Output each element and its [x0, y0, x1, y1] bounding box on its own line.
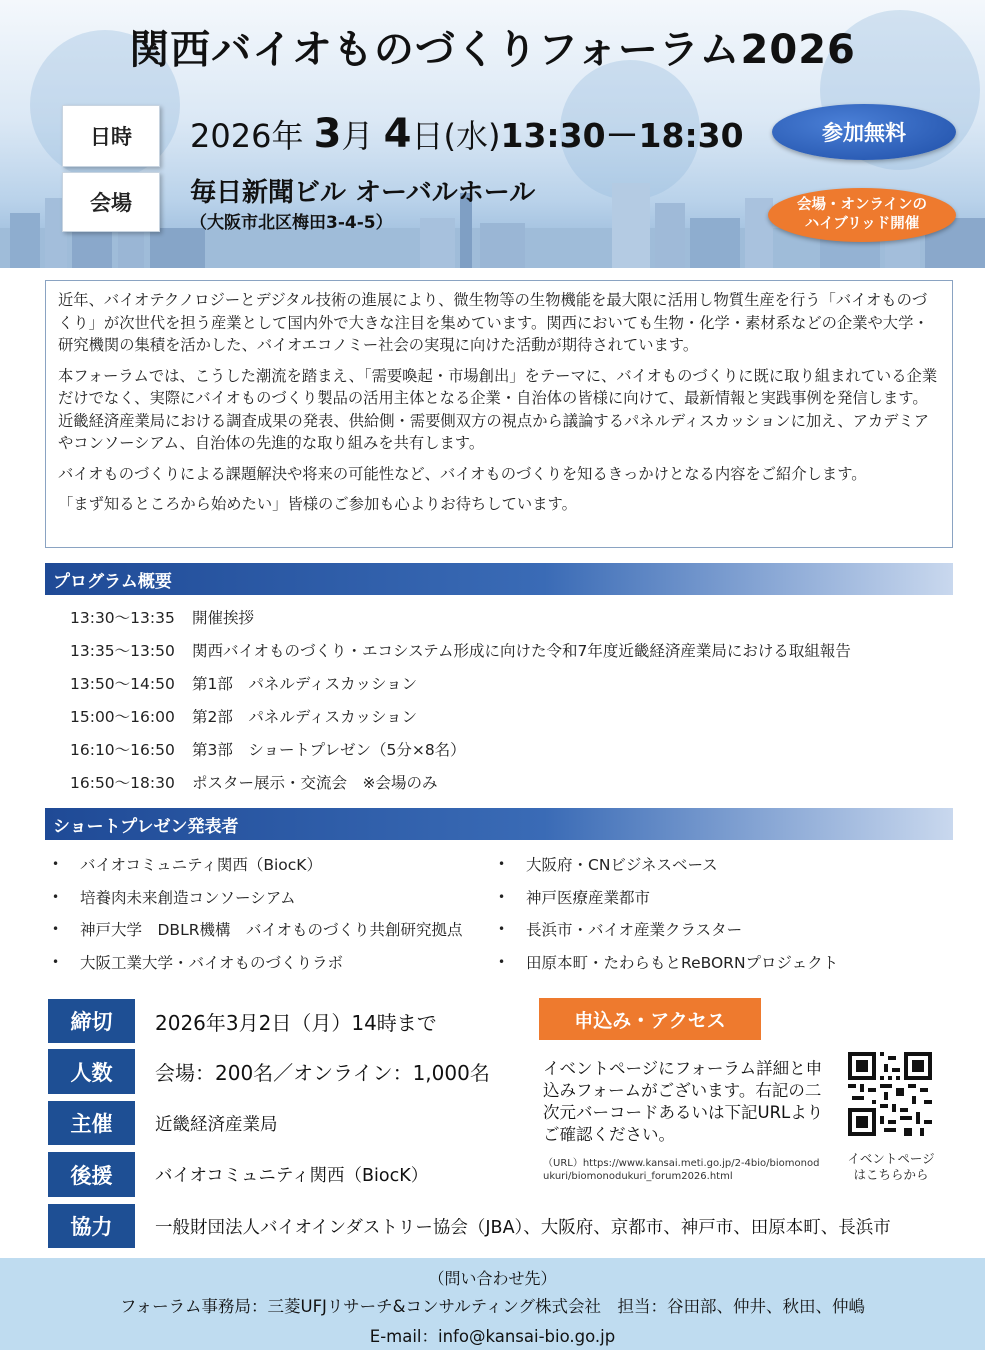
- program-title: 第1部 パネルディスカッション: [192, 674, 418, 693]
- presenter-item: [52, 946, 492, 979]
- bullet-icon: •: [52, 954, 60, 969]
- program-title: ポスター展示・交流会 ※会場のみ: [192, 773, 438, 792]
- qr-caption: [836, 1151, 946, 1183]
- bullet-icon: •: [498, 954, 506, 969]
- program-title: 第2部 パネルディスカッション: [192, 707, 418, 726]
- program-title: 関西バイオものづくり・エコシステム形成に向けた令和7年度近畿経済産業局における取組報告: [192, 641, 851, 660]
- organizer-label: 主催: [48, 1101, 135, 1145]
- presenters-list-right: [498, 848, 938, 978]
- program-item: [70, 666, 950, 699]
- bullet-icon: •: [52, 922, 60, 937]
- program-time: 16:10～16:50: [70, 740, 175, 759]
- presenter-name: 神戸大学 DBLR機構 バイオものづくり共創研究拠点: [80, 921, 463, 940]
- venue-name: 毎日新聞ビル オーバルホール: [190, 178, 536, 208]
- program-item: [70, 699, 950, 732]
- program-time: 16:50～18:30: [70, 773, 175, 792]
- date-day-number: 4: [383, 111, 412, 157]
- presenter-name: 大阪工業大学・バイオものづくりラボ: [80, 953, 344, 972]
- venue-label: 会場: [62, 172, 160, 232]
- free-admission-badge: 参加無料: [772, 104, 956, 160]
- bullet-icon: •: [498, 857, 506, 872]
- capacity-value: 会場：200名／オンライン：1,000名: [155, 1061, 490, 1085]
- deadline-label: 締切: [48, 999, 135, 1043]
- contact-heading: （問い合わせ先）: [428, 1269, 557, 1288]
- cooperation-value: 一般財団法人バイオインダストリー協会（JBA）、大阪府、京都市、神戸市、田原本町、長浜市: [155, 1217, 891, 1238]
- date-weekday: (水): [443, 117, 501, 155]
- header-banner: [0, 0, 985, 268]
- presenter-item: [498, 881, 938, 914]
- venue-address: （大阪市北区梅田3-4-5）: [190, 213, 393, 233]
- intro-paragraph: 「まず知るところから始めたい」皆様のご参加も心よりお待ちしています。: [58, 495, 577, 513]
- program-time: 13:35～13:50: [70, 641, 175, 660]
- capacity-label: 人数: [48, 1049, 135, 1094]
- program-item: [70, 732, 950, 765]
- presenter-name: 大阪府・CNビジネスベース: [526, 856, 718, 875]
- qr-caption-line2: はこちらから: [853, 1167, 929, 1182]
- intro-paragraph: 近年、バイオテクノロジーとデジタル技術の進展により、微生物等の生物機能を最大限に活用し物質生産を行う「バイオものづくり」が次世代を担う産業として国内外で大きな注目を集めています。関西においても生物・化学・素材系などの企業や大学・研究機関の集積を活かした、バイオエコノミー社会の実現に向けた活動が期待されています。: [58, 291, 929, 354]
- presenter-item: [52, 848, 492, 881]
- hybrid-badge-line1: 会場・オンラインの: [796, 197, 928, 214]
- deadline-value: 2026年3月2日（月）14時まで: [155, 1010, 437, 1035]
- presenters-list-left: [52, 848, 492, 978]
- intro-box: [45, 280, 953, 548]
- date-month-unit: 月: [341, 117, 374, 155]
- program-time: 13:50～14:50: [70, 674, 175, 693]
- presenters-heading: ショートプレゼン発表者: [45, 808, 953, 840]
- presenter-name: 神戸医療産業都市: [526, 888, 651, 907]
- program-time: 13:30～13:35: [70, 608, 175, 627]
- apply-access-button[interactable]: 申込み・アクセス: [539, 998, 761, 1040]
- presenter-item: [498, 946, 938, 979]
- bullet-icon: •: [498, 922, 506, 937]
- hybrid-event-badge: [768, 188, 956, 242]
- intro-paragraph: バイオものづくりによる課題解決や将来の可能性など、バイオものづくりを知るきっかけとなる内容をご紹介します。: [58, 464, 867, 483]
- program-time: 15:00～16:00: [70, 707, 175, 726]
- organizer-value: 近畿経済産業局: [155, 1114, 278, 1135]
- page-title: 関西バイオものづくりフォーラム2026: [129, 27, 856, 73]
- support-value: バイオコミュニティ関西（BiocK）: [155, 1166, 429, 1186]
- event-url-link[interactable]: （URL）https://www.kansai.meti.go.jp/2-4bio/biomonodukuri/biomonodukuri_forum2026.html: [543, 1158, 820, 1182]
- date-month-number: 3: [313, 111, 342, 157]
- contact-email[interactable]: E-mail：info@kansai-bio.go.jp: [369, 1327, 616, 1346]
- presenter-item: [498, 848, 938, 881]
- intro-paragraph: 本フォーラムでは、こうした潮流を踏まえ、「需要喚起・市場創出」をテーマに、バイオものづくりに既に取り組まれている企業だけでなく、実際にバイオものづくり製品の活用主体となる企業・自治体の皆様に向けて、最新情報と実践事例を発信します。近畿経済産業局における調査成果の発表、供給側・需要側双方の視点から議論するパネルディスカッションに加え、アカデミアやコンソーシアム、自治体の先進的な取り組みを共有します。: [58, 366, 938, 452]
- presenter-item: [52, 881, 492, 914]
- event-time: 13:30－18:30: [500, 116, 744, 155]
- hybrid-badge-line2: ハイブリッド開催: [804, 216, 920, 232]
- presenter-name: バイオコミュニティ関西（BiocK）: [80, 856, 322, 875]
- qr-caption-line1: イベントページ: [847, 1151, 935, 1166]
- cooperation-label: 協力: [48, 1204, 135, 1248]
- apply-description: イベントページにフォーラム詳細と申込みフォームがございます。右記の二次元バーコードあるいは下記URLよりご確認ください。: [543, 1059, 824, 1144]
- event-date: [190, 110, 744, 157]
- date-day-unit: 日: [411, 117, 444, 155]
- presenter-name: 培養肉未来創造コンソーシアム: [80, 888, 296, 907]
- program-heading: プログラム概要: [45, 563, 953, 595]
- qr-code-icon[interactable]: [848, 1052, 932, 1136]
- bullet-icon: •: [52, 857, 60, 872]
- presenter-item: [498, 913, 938, 946]
- program-title: 第3部 ショートプレゼン（5分×8名）: [192, 740, 466, 759]
- bullet-icon: •: [52, 889, 60, 904]
- program-item: [70, 633, 950, 666]
- support-label: 後援: [48, 1152, 135, 1197]
- program-list: [70, 600, 950, 798]
- program-item: [70, 600, 950, 633]
- program-item: [70, 765, 950, 798]
- presenter-name: 田原本町・たわらもとReBORNプロジェクト: [526, 953, 839, 972]
- date-label: 日時: [62, 105, 160, 167]
- date-year: 2026年: [190, 117, 304, 155]
- contact-footer: [0, 1258, 985, 1350]
- contact-office: フォーラム事務局：三菱UFJリサーチ&コンサルティング株式会社 担当：谷田部、仲井、秋田、仲嶋: [119, 1297, 865, 1316]
- bullet-icon: •: [498, 889, 506, 904]
- presenter-item: [52, 913, 492, 946]
- program-title: 開催挨拶: [192, 608, 255, 627]
- presenter-name: 長浜市・バイオ産業クラスター: [526, 921, 743, 940]
